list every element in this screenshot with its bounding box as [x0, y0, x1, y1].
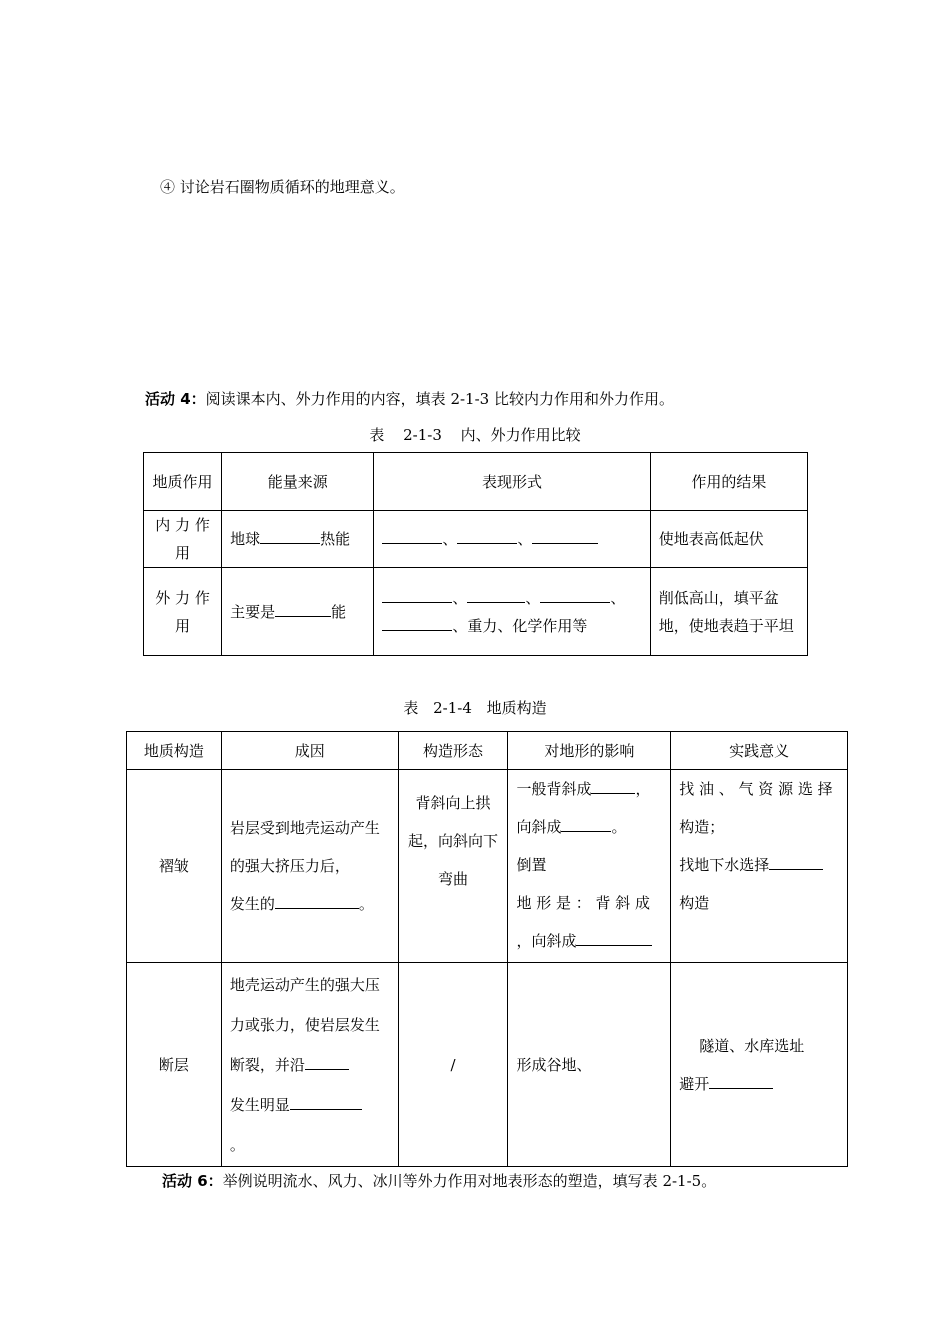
- fold-practice-cell: [671, 770, 848, 963]
- fold-cause-cell: [221, 770, 398, 963]
- blank-field[interactable]: [769, 851, 823, 870]
- fault-practice-text: 避开: [679, 1074, 710, 1093]
- table-1-header-cell: 作用的结果: [650, 453, 807, 511]
- fault-cause-cell: [221, 963, 398, 1167]
- blank-field[interactable]: [382, 525, 442, 544]
- fault-practice-text: 隧道、水库选址: [699, 1036, 805, 1055]
- fault-shape-cell: /: [398, 963, 508, 1167]
- table-2-header-row: [127, 732, 848, 770]
- table-row: [127, 770, 848, 963]
- table-row: [144, 568, 808, 656]
- separator: 、: [610, 588, 626, 607]
- energy-suffix: 热能: [320, 530, 351, 548]
- table-2-caption: 表 2-1-4 地质构造: [403, 699, 547, 717]
- blank-field[interactable]: [467, 584, 525, 603]
- fold-cause-text: 发生的: [229, 895, 275, 913]
- activity-6: [162, 1170, 716, 1191]
- activity-6-label: 活动 6：: [162, 1172, 223, 1190]
- fold-practice-text: 找地下水选择: [679, 856, 770, 874]
- energy-cell: [222, 511, 374, 568]
- blank-field[interactable]: [382, 612, 452, 631]
- fold-practice-text: 构造: [679, 894, 710, 912]
- activity-4-label: 活动 4：: [145, 390, 206, 408]
- energy-prefix: 主要是: [230, 602, 276, 621]
- activity-6-text: 举例说明流水、风力、冰川等外力作用对地表形态的塑造，填写表 2-1-5。: [222, 1172, 717, 1190]
- fault-cause-text: 发生明显: [229, 1095, 290, 1114]
- blank-field[interactable]: [260, 525, 320, 544]
- result-cell: 削低高山，填平盆地，使地表趋于平坦: [650, 568, 807, 656]
- blank-field[interactable]: [290, 1091, 362, 1110]
- separator: 、: [525, 588, 541, 607]
- forms-cell: [374, 511, 650, 568]
- blank-field[interactable]: [382, 584, 452, 603]
- blank-field[interactable]: [532, 525, 598, 544]
- punctuation: 。: [611, 818, 627, 836]
- table-2: [126, 731, 848, 1167]
- table-1: [143, 452, 808, 656]
- fault-cause-text: 地壳运动产生的强大压力或张力，使岩层发生断裂，并沿: [229, 975, 380, 1074]
- forms-cell: [374, 568, 650, 656]
- blank-field[interactable]: [305, 1051, 349, 1070]
- energy-prefix: 地球: [230, 530, 261, 548]
- separator: 、: [517, 530, 533, 548]
- table-1-header-row: [144, 453, 808, 511]
- fold-cause-text: 岩层受到地壳运动产生的强大挤压力后，: [229, 819, 380, 875]
- separator: 、: [442, 530, 458, 548]
- row-label-fold: 褶皱: [127, 770, 222, 963]
- fold-effect-text: 地 形 是 ： 背 斜 成: [516, 894, 651, 912]
- fold-effect-text: 倒置: [516, 856, 547, 874]
- table-2-header-cell: 成因: [221, 732, 398, 770]
- energy-suffix: 能: [331, 602, 347, 621]
- blank-field[interactable]: [275, 890, 359, 909]
- table-2-header-cell: 实践意义: [671, 732, 848, 770]
- table-row: [144, 511, 808, 568]
- blank-field[interactable]: [591, 775, 635, 794]
- blank-field[interactable]: [540, 584, 610, 603]
- question-4: ④ 讨论岩石圈物质循环的地理意义。: [160, 178, 405, 196]
- table-2-header-cell: 构造形态: [398, 732, 508, 770]
- table-2-header-cell: 地质构造: [127, 732, 222, 770]
- fold-effect-text: 一般背斜成: [516, 780, 592, 798]
- row-label-external: 外 力 作 用: [144, 568, 222, 656]
- blank-field[interactable]: [561, 813, 611, 832]
- activity-4: [145, 388, 674, 409]
- fault-practice-cell: [671, 963, 848, 1167]
- table-row: [127, 963, 848, 1167]
- fault-effect-cell: 形成谷地、: [508, 963, 671, 1167]
- energy-cell: [222, 568, 374, 656]
- result-cell: 使地表高低起伏: [650, 511, 807, 568]
- blank-field[interactable]: [275, 598, 331, 617]
- punctuation: 。: [358, 895, 374, 913]
- fold-effect-cell: [508, 770, 671, 963]
- fold-practice-text: 找 油 、 气 资 源 选 择 构造；: [679, 780, 833, 836]
- table-1-header-cell: 地质作用: [144, 453, 222, 511]
- blank-field[interactable]: [457, 525, 517, 544]
- row-label-fault: 断层: [127, 963, 222, 1167]
- table-1-header-cell: 表现形式: [374, 453, 650, 511]
- table-1-caption: 表 2-1-3 内、外力作用比较: [369, 426, 581, 444]
- table-1-header-cell: 能量来源: [222, 453, 374, 511]
- blank-field[interactable]: [576, 927, 652, 946]
- fold-effect-text: 向斜成: [516, 818, 562, 836]
- punctuation: 。: [229, 1135, 245, 1154]
- table-2-header-cell: 对地形的影响: [508, 732, 671, 770]
- punctuation: ，: [635, 780, 651, 798]
- forms-tail: 、重力、化学作用等: [452, 616, 588, 635]
- fold-shape-cell: 背斜向上拱起，向斜向下弯曲: [398, 770, 508, 963]
- activity-4-text: 阅读课本内、外力作用的内容，填表 2-1-3 比较内力作用和外力作用。: [205, 390, 674, 408]
- separator: 、: [452, 588, 468, 607]
- row-label-internal: 内 力 作 用: [144, 511, 222, 568]
- blank-field[interactable]: [709, 1070, 773, 1089]
- fold-effect-text: ，向斜成: [516, 932, 577, 950]
